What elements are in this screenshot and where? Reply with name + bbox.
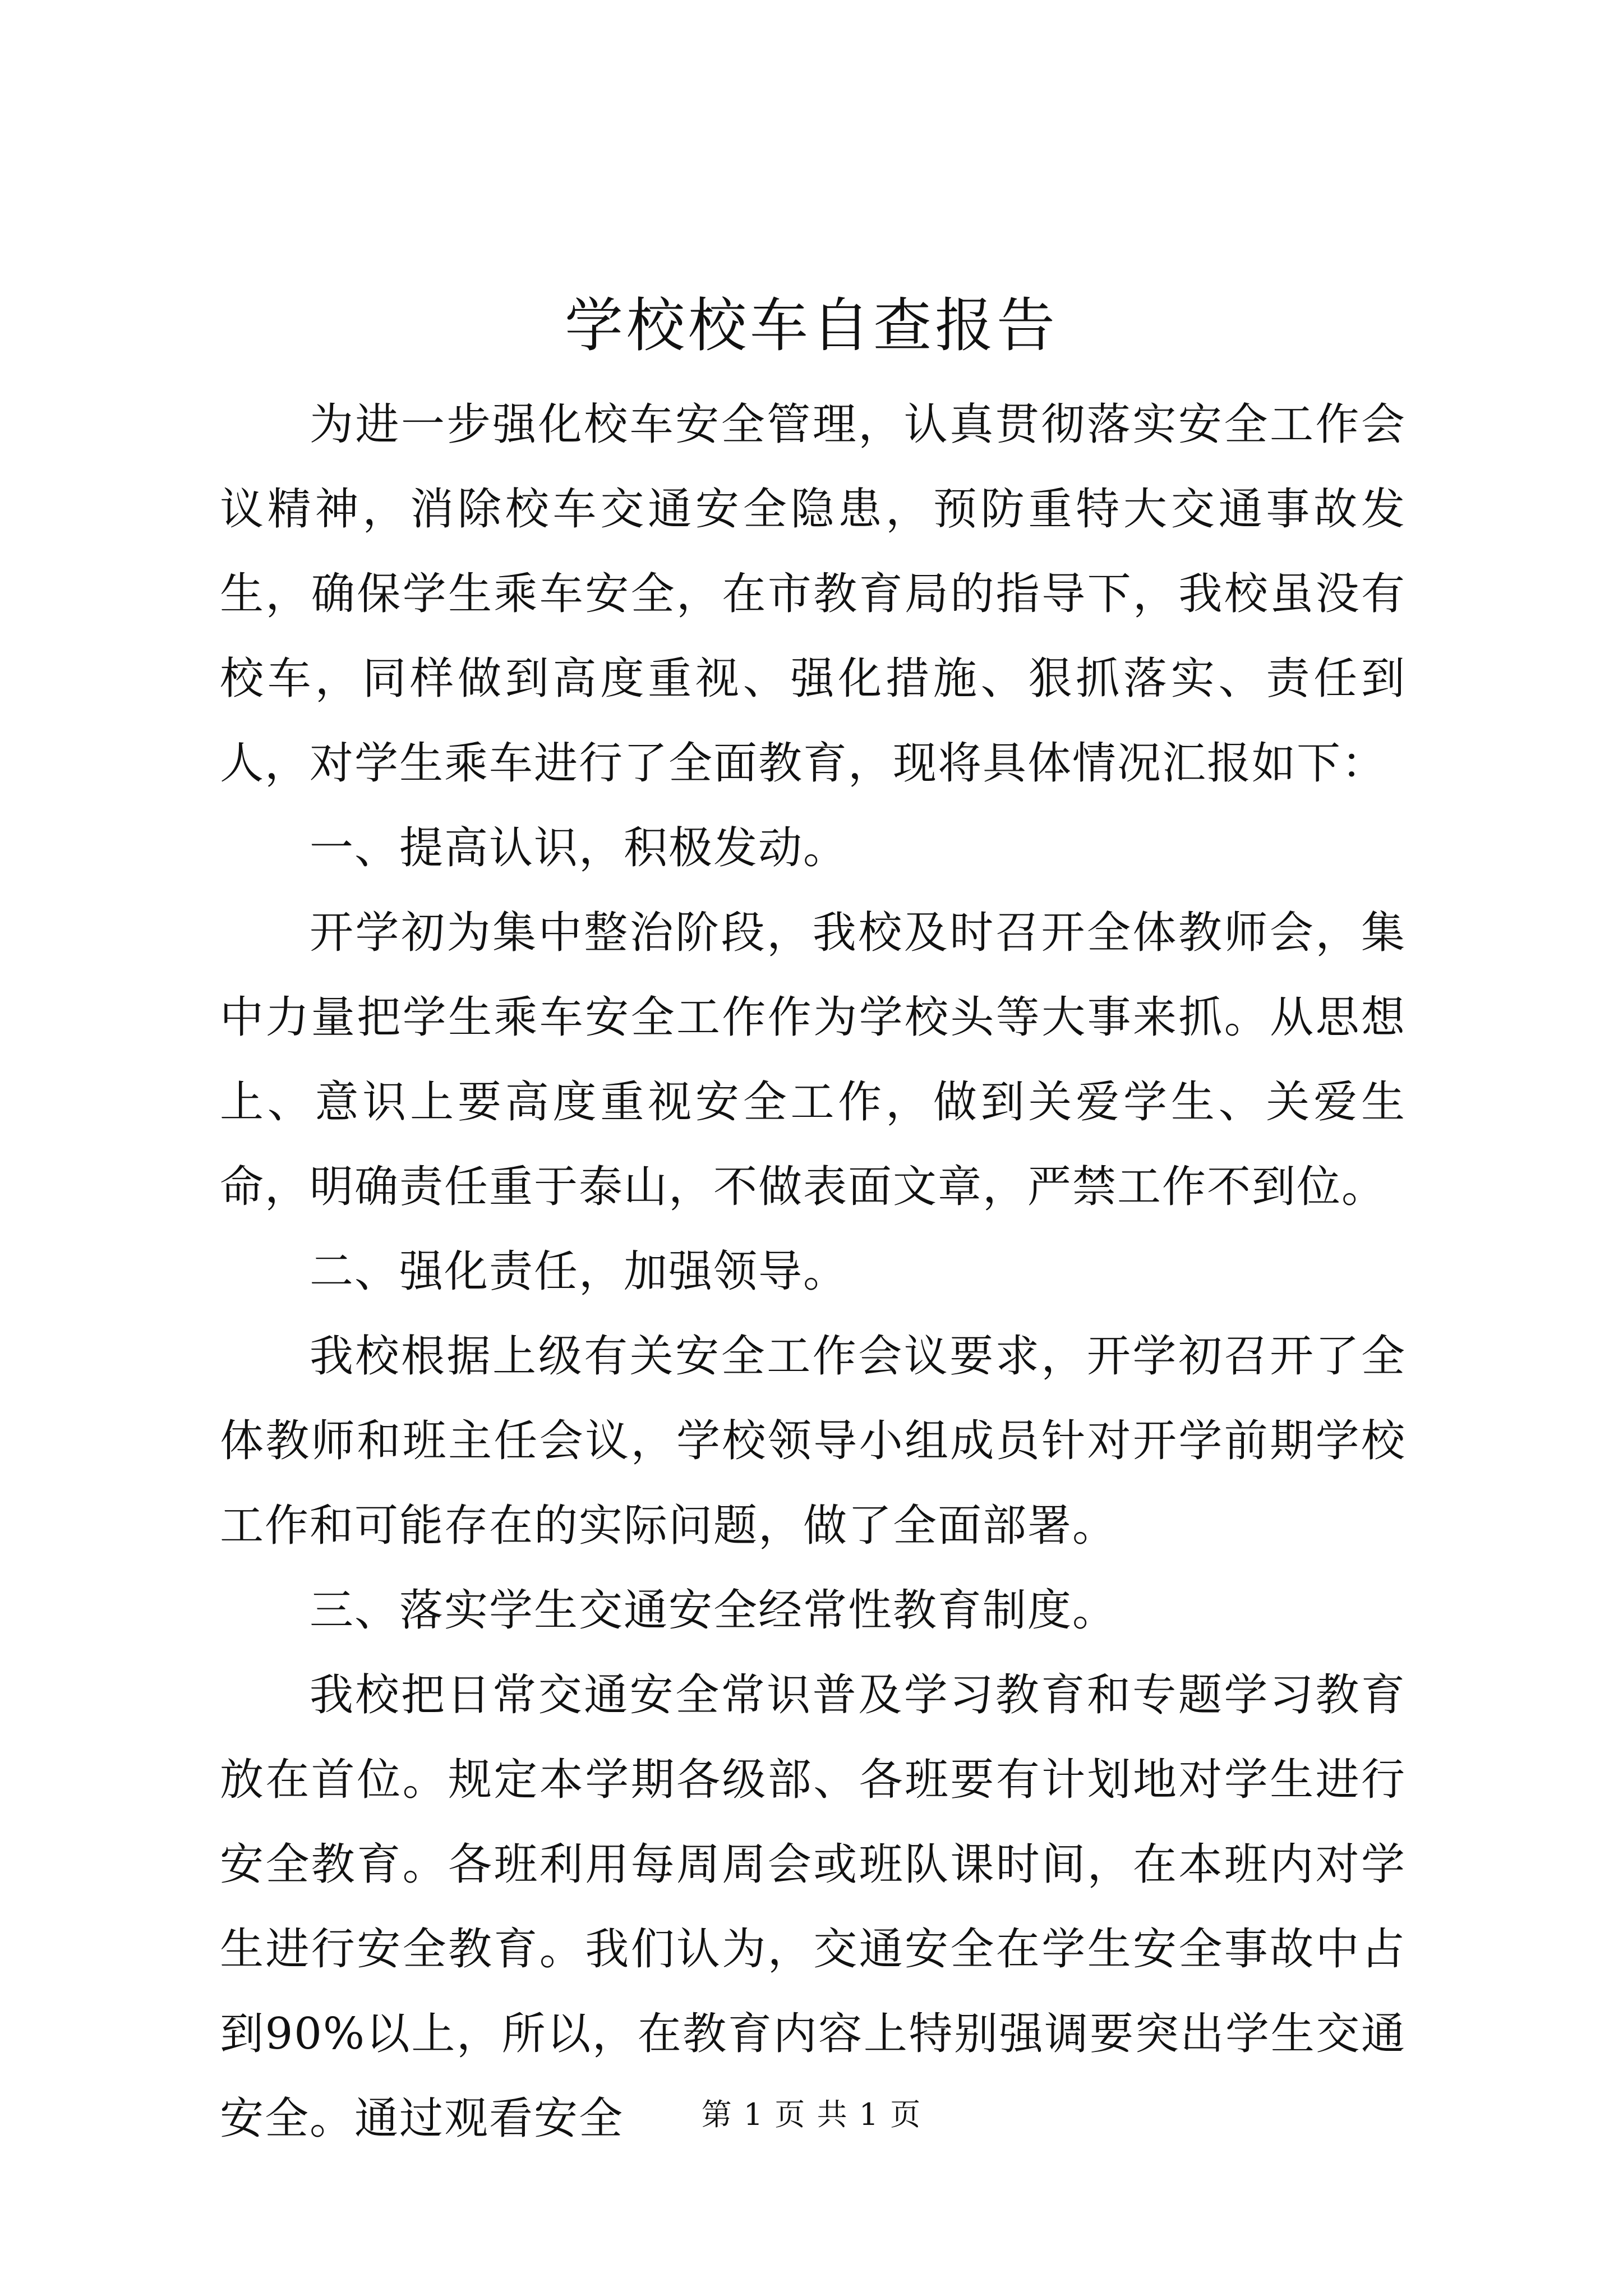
document-title: 学校校车自查报告: [564, 291, 1058, 360]
paragraph-intro: 为进一步强化校车安全管理，认真贯彻落实安全工作会议精神，消除校车交通安全隐患，预防重特大交通事故发生，确保学生乘车安全，在市教育局的指导下，我校虽没有校车，同样做到高度重视、强化措施、狠抓落实、责任到人，对学生乘车进行了全面教育，现将具体情况汇报如下：: [220, 399, 1406, 789]
document-body: [220, 383, 1406, 2161]
section-heading-3: 三、落实学生交通安全经常性教育制度。: [310, 1585, 1118, 1636]
page-number-footer: 第 1 页 共 1 页: [701, 2097, 922, 2132]
paragraph-section-1: 开学初为集中整治阶段，我校及时召开全体教师会，集中力量把学生乘车安全工作作为学校头等大事来抓。从思想上、意识上要高度重视安全工作，做到关爱学生、关爱生命，明确责任重于泰山，不做表面文章，严禁工作不到位。: [220, 908, 1406, 1212]
section-heading-2: 二、强化责任，加强领导。: [310, 1246, 849, 1297]
paragraph-section-3: 我校把日常交通安全常识普及学习教育和专题学习教育放在首位。规定本学期各级部、各班要有计划地对学生进行安全教育。各班利用每周周会或班队课时间，在本班内对学生进行安全教育。我们认为，交通安全在学生安全事故中占到90%以上，所以，在教育内容上特别强调要突出学生交通安全。通过观看安全: [220, 1670, 1406, 2144]
paragraph-section-2: 我校根据上级有关安全工作会议要求，开学初召开了全体教师和班主任会议，学校领导小组成员针对开学前期学校工作和可能存在的实际问题，做了全面部署。: [220, 1331, 1406, 1551]
section-heading-1: 一、提高认识，积极发动。: [310, 823, 849, 873]
